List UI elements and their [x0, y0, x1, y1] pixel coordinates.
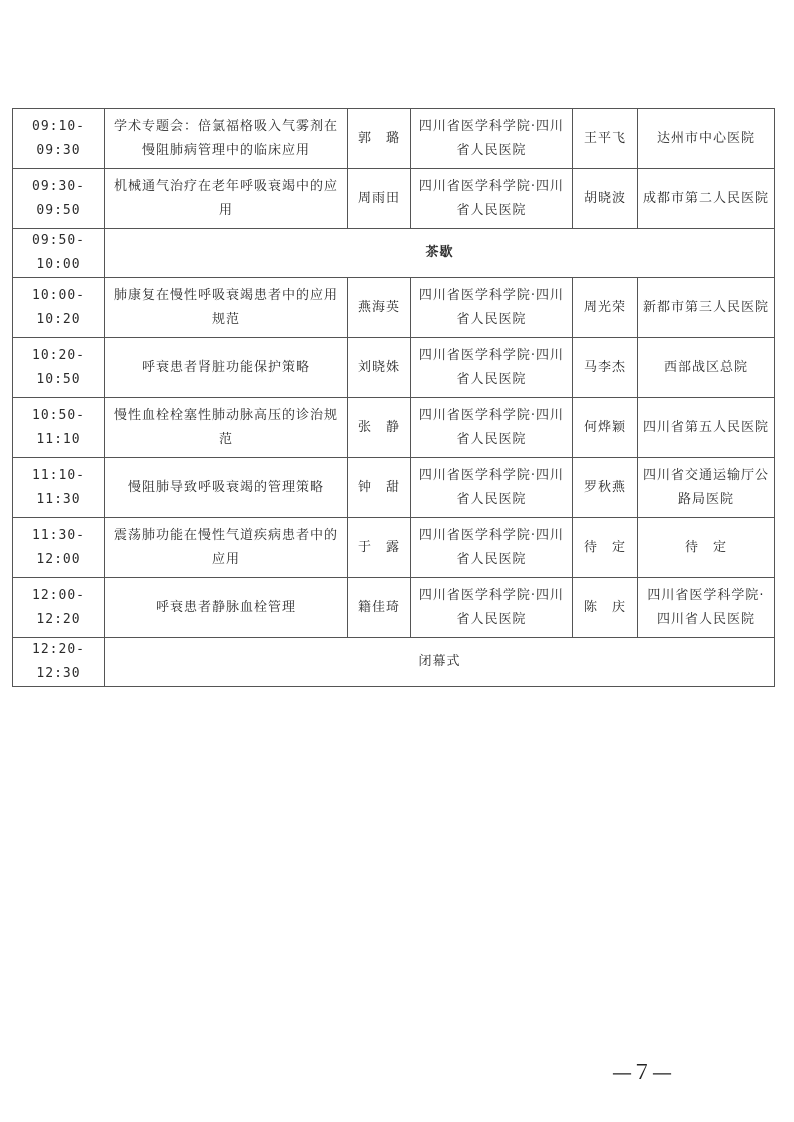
- table-row: [13, 338, 775, 398]
- speaker-organization: 四川省医学科学院·四川省人民医院: [411, 458, 573, 518]
- table-row: [13, 169, 775, 229]
- session-topic: 震荡肺功能在慢性气道疾病患者中的应用: [105, 518, 348, 578]
- schedule-table: [12, 108, 775, 687]
- speaker-name: 刘晓姝: [348, 338, 411, 398]
- speaker-name: 燕海英: [348, 278, 411, 338]
- chair-organization: 四川省医学科学院·四川省人民医院: [638, 578, 775, 638]
- speaker-organization: 四川省医学科学院·四川省人民医院: [411, 398, 573, 458]
- chair-name: 何烨颖: [573, 398, 638, 458]
- chair-name: 王平飞: [573, 109, 638, 169]
- speaker-name: 钟 甜: [348, 458, 411, 518]
- session-topic: 慢性血栓栓塞性肺动脉高压的诊治规范: [105, 398, 348, 458]
- table-row-closing: [13, 638, 775, 687]
- session-time: 10:00-10:20: [13, 278, 105, 338]
- chair-organization: 四川省第五人民医院: [638, 398, 775, 458]
- chair-organization: 西部战区总院: [638, 338, 775, 398]
- chair-name: 胡晓波: [573, 169, 638, 229]
- table-row-break: [13, 229, 775, 278]
- page-number: —７—: [612, 1060, 672, 1084]
- table-row: [13, 278, 775, 338]
- chair-name: 待 定: [573, 518, 638, 578]
- chair-organization: 新都市第三人民医院: [638, 278, 775, 338]
- speaker-organization: 四川省医学科学院·四川省人民医院: [411, 278, 573, 338]
- chair-name: 周光荣: [573, 278, 638, 338]
- chair-organization: 待 定: [638, 518, 775, 578]
- session-topic: 学术专题会：倍氯福格吸入气雾剂在慢阻肺病管理中的临床应用: [105, 109, 348, 169]
- table-row: [13, 109, 775, 169]
- speaker-organization: 四川省医学科学院·四川省人民医院: [411, 578, 573, 638]
- speaker-name: 籍佳琦: [348, 578, 411, 638]
- session-time: 11:10-11:30: [13, 458, 105, 518]
- tea-break-label: 茶歇: [105, 229, 775, 278]
- table-row: [13, 398, 775, 458]
- session-topic: 机械通气治疗在老年呼吸衰竭中的应用: [105, 169, 348, 229]
- chair-organization: 四川省交通运输厅公路局医院: [638, 458, 775, 518]
- speaker-organization: 四川省医学科学院·四川省人民医院: [411, 518, 573, 578]
- table-row: [13, 518, 775, 578]
- session-time: 11:30-12:00: [13, 518, 105, 578]
- speaker-name: 周雨田: [348, 169, 411, 229]
- table-row: [13, 458, 775, 518]
- chair-name: 马李杰: [573, 338, 638, 398]
- session-topic: 呼衰患者肾脏功能保护策略: [105, 338, 348, 398]
- session-time: 12:00-12:20: [13, 578, 105, 638]
- session-topic: 肺康复在慢性呼吸衰竭患者中的应用规范: [105, 278, 348, 338]
- speaker-organization: 四川省医学科学院·四川省人民医院: [411, 338, 573, 398]
- speaker-organization: 四川省医学科学院·四川省人民医院: [411, 109, 573, 169]
- session-time: 09:10-09:30: [13, 109, 105, 169]
- speaker-name: 于 露: [348, 518, 411, 578]
- chair-organization: 达州市中心医院: [638, 109, 775, 169]
- table-row: [13, 578, 775, 638]
- session-time: 10:50-11:10: [13, 398, 105, 458]
- chair-name: 罗秋燕: [573, 458, 638, 518]
- session-topic: 慢阻肺导致呼吸衰竭的管理策略: [105, 458, 348, 518]
- session-time: 12:20-12:30: [13, 638, 105, 687]
- closing-ceremony-label: 闭幕式: [105, 638, 775, 687]
- speaker-name: 张 静: [348, 398, 411, 458]
- session-time: 10:20-10:50: [13, 338, 105, 398]
- speaker-organization: 四川省医学科学院·四川省人民医院: [411, 169, 573, 229]
- chair-name: 陈 庆: [573, 578, 638, 638]
- chair-organization: 成都市第二人民医院: [638, 169, 775, 229]
- session-time: 09:50-10:00: [13, 229, 105, 278]
- session-topic: 呼衰患者静脉血栓管理: [105, 578, 348, 638]
- speaker-name: 郭 璐: [348, 109, 411, 169]
- session-time: 09:30-09:50: [13, 169, 105, 229]
